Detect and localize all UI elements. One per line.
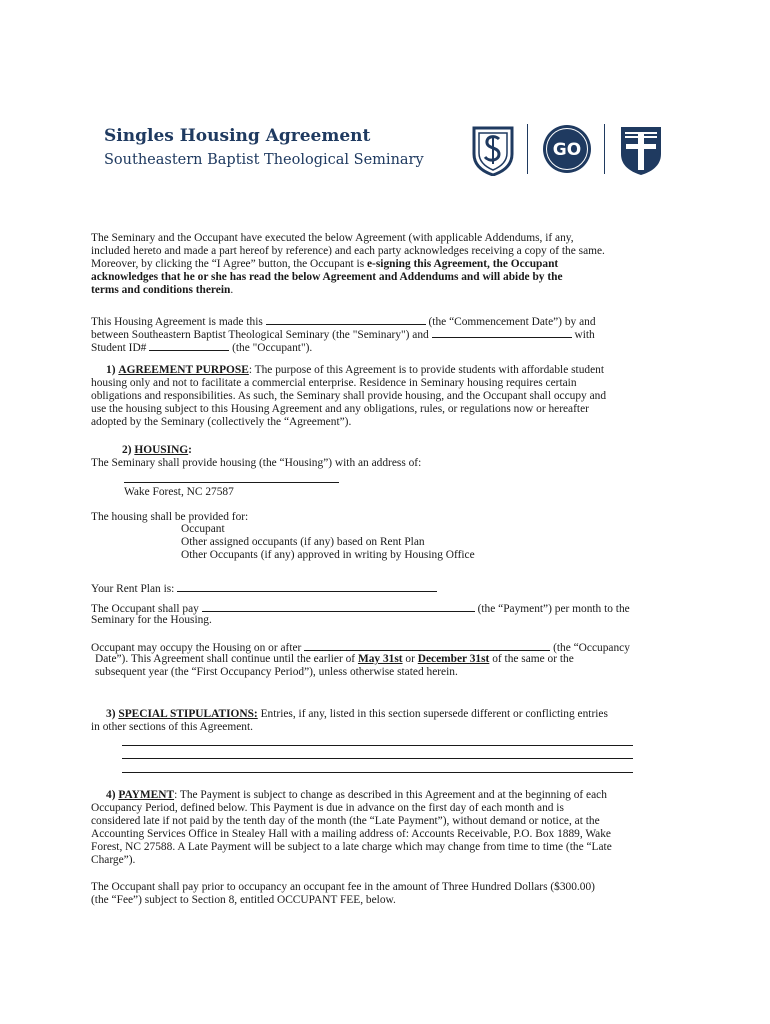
occupancy-date-blank[interactable] [304,640,550,651]
intro-line: acknowledges that he or she has read the below Agreement and Addendums and will abide by the [91,271,563,283]
commencement-date-blank[interactable] [266,314,426,325]
occupancy-line: Occupant may occupy the Housing on or after (the “Occupancy [91,642,630,654]
section-1-line: adopted by the Seminary (collectively the “Agreement”). [91,416,352,428]
intro-line: Moreover, by clicking the “I Agree” button, the Occupant is e-signing this Agreement, the Occupant [91,258,559,270]
seminary-shield-logo [470,124,516,176]
section-4-line: Charge”). [91,854,136,866]
intro-line: terms and conditions therein. [91,284,234,296]
section-2-heading: 2) HOUSING: [122,444,192,456]
address-blank[interactable] [124,482,339,483]
section-4-line: Occupancy Period, defined below. This Payment is due in advance on the first day of each month and is [91,802,564,814]
payment-amount-blank[interactable] [202,601,475,612]
housing-provided-item: Other assigned occupants (if any) based on Rent Plan [181,536,425,548]
section-3-line: in other sections of this Agreement. [91,721,253,733]
section-1-line: housing only and not to facilitate a commercial enterprise. Residence in Seminary housing requires certain [91,377,577,389]
intro-line: included hereto and made a part hereof by reference) and each party acknowledges receiving a copy of the same. [91,245,605,257]
fee-line: The Occupant shall pay prior to occupancy an occupant fee in the amount of Three Hundred Dollars ($300.00) [91,881,595,893]
document-title: Singles Housing Agreement [104,126,371,146]
stipulation-blank[interactable] [122,772,633,773]
rent-plan-blank[interactable] [177,581,437,592]
section-4-heading-line: 4) PAYMENT: The Payment is subject to change as described in this Agreement and at the beginning of each [106,789,607,801]
section-4-line: Accounting Services Office in Stealey Hall with a mailing address of: Accounts Receivable, P.O. Box 1889, Wake [91,828,611,840]
section-4-line: considered late if not paid by the tenth day of the month (the “Late Payment”), without demand or notice, at the [91,815,600,827]
fee-line: (the “Fee”) subject to Section 8, entitled OCCUPANT FEE, below. [91,894,396,906]
section-4-line: Forest, NC 27588. A Late Payment will be subject to a late charge which may change from time to time (the “Late [91,841,612,853]
payment-line: Seminary for the Housing. [91,614,212,626]
parties-line: This Housing Agreement is made this (the “Commencement Date”) by and [91,316,596,328]
occupancy-line: subsequent year (the “First Occupancy Period”), unless otherwise stated herein. [95,666,458,678]
parties-line: between Southeastern Baptist Theological Seminary (the "Seminary") and with [91,329,595,341]
intro-line: The Seminary and the Occupant have executed the below Agreement (with applicable Addendums, if any, [91,232,574,244]
logo-separator [604,124,605,174]
housing-provided-item: Other Occupants (if any) approved in writing by Housing Office [181,549,475,561]
logo-separator [527,124,528,174]
stipulation-blank[interactable] [122,758,633,759]
occupant-name-blank[interactable] [432,327,572,338]
cross-shield-logo [618,124,664,176]
rent-plan-line: Your Rent Plan is: [91,581,437,596]
parties-line: Student ID# (the "Occupant"). [91,342,313,354]
section-3-heading-line: 3) SPECIAL STIPULATIONS: Entries, if any, listed in this section supersede different or conflicting entries [106,708,608,720]
section-1-line: obligations and responsibilities. As such, the Seminary shall provide housing, and the Occupant shall occupy and [91,390,607,402]
section-2-line: The Seminary shall provide housing (the “Housing”) with an address of: [91,457,422,469]
housing-provided-item: Occupant [181,523,225,535]
svg-text:GO: GO [552,140,582,160]
logo-group [466,122,666,176]
occupancy-line: Date”). This Agreement shall continue until the earlier of May 31st or December 31st of the same or the [95,653,574,665]
payment-line: The Occupant shall pay (the “Payment”) per month to the [91,603,630,615]
go-logo [542,124,592,174]
housing-provided-label: The housing shall be provided for: [91,511,249,523]
stipulation-blank[interactable] [122,745,633,746]
section-1-line: use the housing subject to this Housing Agreement and any obligations, rules, or regulations now or hereafter [91,403,589,415]
section-1-heading-line: 1) AGREEMENT PURPOSE: The purpose of this Agreement is to provide students with affordable student [106,364,604,376]
address-city: Wake Forest, NC 27587 [124,486,234,498]
student-id-blank[interactable] [149,340,229,351]
document-subtitle: Southeastern Baptist Theological Seminary [104,152,424,168]
